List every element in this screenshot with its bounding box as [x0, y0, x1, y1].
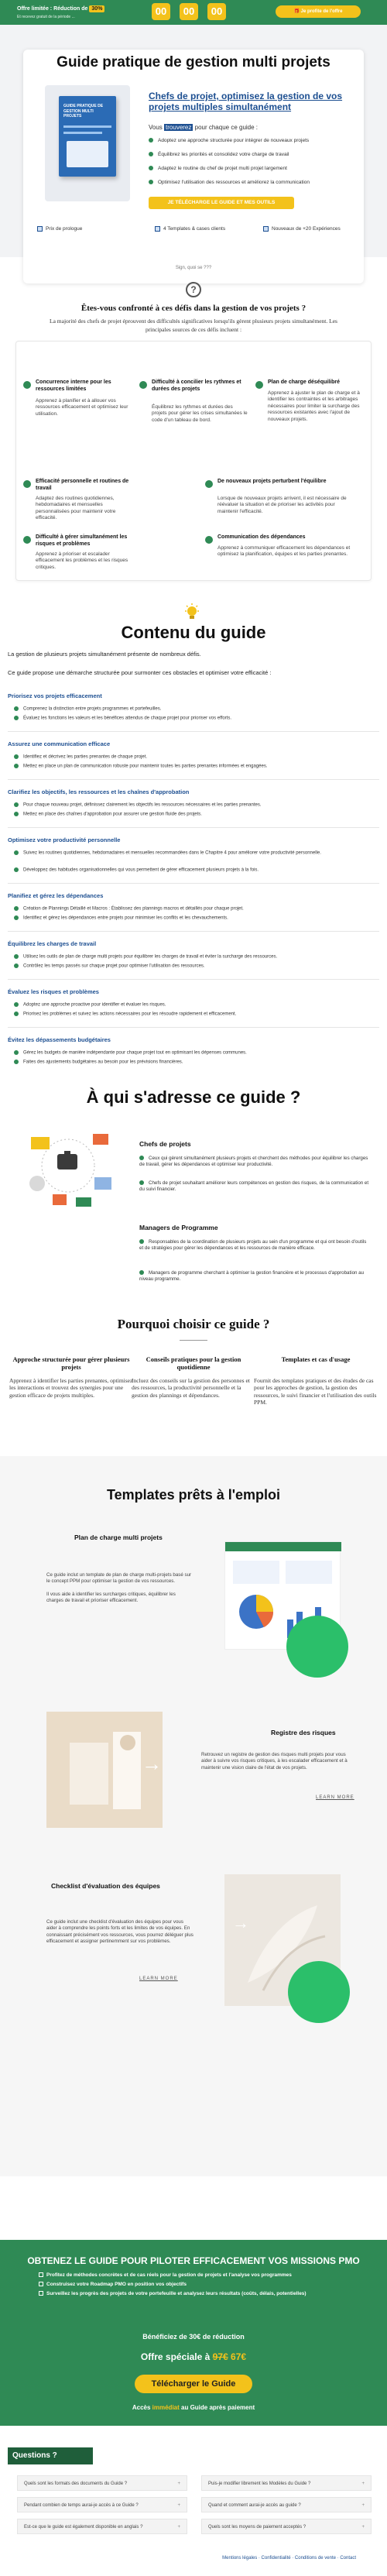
section-title: Évaluez les risques et problèmes [8, 988, 99, 995]
hero-bullet: Adoptez une approche structurée pour intégrer de nouveaux projets [149, 138, 358, 143]
faq-title: Questions ? [8, 2447, 93, 2464]
promo-bar [0, 0, 387, 25]
divider [8, 827, 379, 828]
check-icon [139, 1270, 144, 1275]
list-item: Contrôlez les temps passés sur chaque projet pour optimiser l'utilisation des ressources. [14, 963, 378, 969]
challenge-item: Efficacité personnelle et routines de travail Adaptez des routines quotidiennes, hebdomadaires et mensuelles personnalisées pour maintenir votre efficacité. [23, 479, 132, 525]
gift-icon: 🎁 [293, 9, 301, 14]
plus-icon: + [361, 2503, 365, 2508]
contents-title: Contenu du guide [121, 623, 266, 642]
divider [8, 779, 379, 780]
list-item: Identifiez et gérez les dépendances entre projets pour minimiser les conflits et les chevauchements. [14, 915, 378, 921]
divider [8, 979, 379, 980]
bullet-icon [14, 963, 19, 968]
bullet-icon [14, 1012, 19, 1016]
hero-intro: Vous trouverez pour chaque ce guide : [149, 124, 259, 131]
divider [8, 931, 379, 932]
old-price: 97€ [212, 2351, 228, 2362]
template-title: Registre des risques [271, 1729, 336, 1736]
new-price: 67€ [231, 2351, 247, 2362]
check-icon [149, 152, 153, 156]
faq-item[interactable]: Est-ce que le guide est également disponible en anglais ? + [17, 2519, 187, 2534]
hero-bullet: Équilibrez les priorités et consolidez votre charge de travail [149, 152, 358, 157]
audience-group-title: Chefs de projets [139, 1140, 191, 1148]
book-image: GUIDE PRATIQUE DE GESTION MULTI PROJETS [45, 85, 130, 201]
timer-hours: 00 [152, 3, 170, 20]
plus-icon: + [177, 2503, 180, 2508]
check-icon [139, 1156, 144, 1160]
plus-icon: + [177, 2525, 180, 2530]
list-item: Managers de programme cherchant à optimiser la gestion financière et le processus d'approbation au niveau programme. [139, 1270, 365, 1283]
check-circle-icon [23, 480, 31, 488]
decor-circle [288, 1961, 350, 2023]
checkbox-icon [39, 2282, 43, 2286]
list-item: Création de Plannings Détaillé et Macros : Établissez des plannings macros et détaillés pour chaque projet. [14, 906, 378, 912]
faq-item[interactable]: Quels sont les formats des documents du Guide ? + [17, 2475, 187, 2491]
bullet-icon [14, 1060, 19, 1064]
learn-more-link[interactable]: LEARN MORE [316, 1795, 354, 1800]
check-icon [139, 1239, 144, 1244]
question-icon: ? [186, 282, 201, 297]
check-circle-icon [205, 536, 213, 544]
list-item: Adoptez une approche proactive pour identifier et évaluer les risques. [14, 1002, 378, 1008]
cta-title: OBTENEZ LE GUIDE POUR PILOTER EFFICACEMENT VOS MISSIONS PMO [27, 2255, 360, 2266]
faq-item[interactable]: Quand et comment aurai-je accès au guide ? + [201, 2497, 372, 2512]
check-circle-icon [23, 536, 31, 544]
bullet-icon [14, 850, 19, 855]
check-icon [149, 180, 153, 184]
template-desc: Ce guide inclut une checklist d'évaluation des équipes pour vous aider à comprendre les points forts et les limites de vos équipes. En connaissant précisément vos ressources, vous pourrez déléguer plus efficacement et assigner pertinemment sur vos problèmes. [46, 1919, 194, 1945]
footer-link[interactable]: Mentions légales [222, 2556, 258, 2561]
list-item: Mettez en place un plan de communication robuste pour maintenir toutes les parties prenantes informées et engagées. [14, 764, 378, 769]
plus-icon: + [177, 2482, 180, 2486]
template-desc: Ce guide inclut un template de plan de charge multi-projets basé sur le concept PPM pour optimiser la gestion de vos ressources. Il vous aide à identifier les surcharges critiques, équilibrer les charges de travail et prioriser efficacement. [46, 1572, 192, 1604]
footer-link[interactable]: Conditions de vente [294, 2556, 336, 2561]
why-col-title: Conseils pratiques pour la gestion quotidienne [146, 1355, 241, 1372]
bullet-icon [14, 1002, 19, 1007]
faq-item[interactable]: Puis-je modifier librement les Modèles du Guide ? + [201, 2475, 372, 2491]
bullet-icon [14, 1050, 19, 1055]
audience-title: À qui s'adresse ce guide ? [86, 1087, 301, 1107]
list-item: Faites des ajustements budgétaires au besoin pour les prévisions financières. [14, 1060, 378, 1065]
divider [8, 1027, 379, 1028]
section-title: Priorisez vos projets efficacement [8, 692, 102, 699]
divider [180, 1340, 207, 1341]
cta-bullet: Construisez votre Roadmap PMO en position vos objectifs [39, 2282, 364, 2287]
price-line: Offre spéciale à 97€ 67€ [140, 2351, 247, 2362]
bullet-icon [14, 802, 19, 807]
decor-circle [286, 1616, 348, 1678]
learn-more-link[interactable]: LEARN MORE [139, 1977, 178, 1981]
discount-text: Bénéficiez de 30€ de réduction [142, 2333, 245, 2341]
section-title: Évitez les dépassements budgétaires [8, 1036, 111, 1043]
lightbulb-icon [183, 603, 201, 621]
list-item: Utilisez les outils de plan de charge multi projets pour équilibrer les charges de travail et éviter la surcharge des ressources. [14, 954, 378, 960]
check-circle-icon [23, 381, 31, 389]
list-item: Chefs de projet souhaitant améliorer leurs compétences en gestion des risques, de la communication et du suivi financier. [139, 1180, 369, 1193]
why-col-title: Approche structurée pour gérer plusieurs projets [12, 1355, 130, 1372]
footer-link[interactable]: Contact [340, 2556, 356, 2561]
hero-note: Sign, quoi se ??? [175, 266, 212, 270]
contents-p2: Ce guide propose une démarche structurée pour surmonter ces obstacles et optimiser votre efficacité : [8, 669, 272, 676]
check-circle-icon [139, 381, 147, 389]
bullet-icon [14, 915, 19, 920]
why-col-desc: Apprenez à identifier les parties prenantes, optimisez les interactions et trouvez des synergies pour une gestion efficace de projets multiples. [9, 1377, 133, 1399]
feature-item: 4 Templates & cases clients [155, 226, 225, 232]
faq-item[interactable]: Quels sont les moyens de paiement acceptés ? + [201, 2519, 372, 2534]
hero-bullet: Adaptez le routine du chef de projet multi projet largement [149, 166, 358, 171]
why-col-desc: Incluez des conseils sur la gestion des personnes et des ressources, la productivité personnelle et la gestion des plannings et dépendances. [132, 1377, 250, 1399]
bullet-icon [14, 706, 19, 711]
cta-bullet: Profitez de méthodes concrètes et de cas réels pour la gestion de projets et l'analyse vos programmes [39, 2272, 364, 2278]
challenge-item: Concurrence interne pour les ressources limitées Apprenez à planifier et à allouer vos ressources efficacement et optimisez leur utilisation. [23, 380, 132, 426]
list-item: Mettez en place des chaînes d'approbation pour assurer une gestion fluide des projets. [14, 812, 378, 817]
section-title: Optimisez votre productivité personnelle [8, 836, 121, 843]
divider [8, 883, 379, 884]
page-title: Guide pratique de gestion multi projets [57, 54, 330, 70]
arrow-right-icon: → [232, 1913, 249, 1932]
list-item: Suivez les routines quotidiennes, hebdomadaires et mensuelles recommandées dans le Chapitre 4 pour améliorer votre productivité personnelle. [14, 850, 378, 856]
check-icon [139, 1180, 144, 1185]
check-circle-icon [205, 480, 213, 488]
list-item: Responsables de la coordination de plusieurs projets au sein d'un programme et qui ont besoin d'outils et de stratégies pour gérer les dépendances et les ressources de manière efficace. [139, 1239, 367, 1252]
faq-item[interactable]: Pendant combien de temps aurai-je accès à ce Guide ? + [17, 2497, 187, 2512]
bullet-icon [14, 867, 19, 872]
check-icon [149, 166, 153, 170]
list-item: Gérez les budgets de manière indépendante pour chaque projet tout en optimisant les dépenses communes. [14, 1050, 378, 1056]
templates-title: Templates prêts à l'emploi [106, 1487, 280, 1503]
plus-icon: + [361, 2525, 365, 2530]
challenge-item: De nouveaux projets perturbent l'équilibre Lorsque de nouveaux projets arrivent, il est nécessaire de réévaluer la situation et de prioriser les activités pour maintenir l'efficacité. [205, 479, 352, 525]
timer-minutes: 00 [180, 3, 198, 20]
section-title: Assurez une communication efficace [8, 740, 111, 747]
cta-note: Accès immédiat au Guide après paiement [132, 2404, 255, 2411]
challenge-item: Difficulté à gérer simultanément les risques et problèmes Apprenez à prioriser et escalader efficacement les problèmes et les risques critiques. [23, 534, 132, 581]
bullet-icon [14, 906, 19, 911]
promo-cta-button[interactable]: 🎁 Je profite de l'offre [276, 5, 361, 18]
section-title: Équilibrez les charges de travail [8, 940, 97, 947]
bullet-icon [14, 764, 19, 768]
bullet-icon [14, 954, 19, 959]
check-circle-icon [255, 381, 263, 389]
download-guide-cta-button[interactable]: Télécharger le Guide [135, 2375, 252, 2393]
challenge-item: Communication des dépendances Apprenez à communiquer efficacement les dépendances et optimisez la planification, équipes et les parties prenantes. [205, 534, 352, 581]
list-item: Identifiez et décrivez les parties prenantes de chaque projet. [14, 754, 378, 760]
download-guide-button[interactable]: JE TÉLÉCHARGE LE GUIDE ET MES OUTILS [149, 197, 294, 209]
list-item: Développez des habitudes organisationnelles qui vous permettent de gérer efficacement plusieurs projets à la fois. [14, 867, 378, 873]
why-col-title: Templates et cas d'usage [281, 1355, 351, 1363]
promo-subtext: Et recevez gratuit de la période ... [17, 15, 75, 19]
challenges-intro: La majorité des chefs de projet éprouvent des difficultés significatives lorsqu'ils gèrent plusieurs projets simultanément. Les principales sources de ces défis incluent : [50, 318, 337, 333]
arrow-right-icon: → [142, 1752, 162, 1775]
checkbox-icon [39, 2272, 43, 2277]
list-item: Pour chaque nouveau projet, définissez clairement les objectifs les ressources nécessaires et les parties prenantes. [14, 802, 378, 808]
cta-bullet: Surveillez les progrès des projets de votre portefeuille et analysez leurs résultats (coûts, délais, potentielles) [39, 2291, 364, 2296]
check-icon [149, 138, 153, 143]
bullet-icon [14, 812, 19, 816]
audience-group-title: Managers de Programme [139, 1224, 218, 1231]
hero-subtitle: Chefs de projet, optimisez la gestion de vos projets multiples simultanément [149, 91, 343, 113]
why-col-desc: Fournit des templates pratiques et des études de cas pour les approches de gestion, la gestion des ressources, le suivi financier et l'utilisation des outils PPM. [254, 1377, 377, 1406]
timer-seconds: 00 [207, 3, 226, 20]
list-item: Comprenez la distinction entre projets programmes et portefeuilles. [14, 706, 378, 712]
why-title: Pourquoi choisir ce guide ? [117, 1317, 270, 1331]
feature-item: Nouveaux de +20 Expériences [263, 226, 341, 232]
challenge-item: Plan de charge déséquilibré Apprenez à ajuster le plan de charge et à identifier les contraintes et les arbitrages nécessaires pour limiter la surcharge des ressources existantes avec l'ajout de nouveaux projets. [255, 380, 364, 449]
office-illustration [22, 1123, 122, 1216]
plus-icon: + [361, 2482, 365, 2486]
challenges-title: Êtes-vous confronté à ces défis dans la gestion de vos projets ? [80, 304, 307, 313]
list-item: Évaluez les fonctions les valeurs et les bénéfices attendus de chaque projet pour prioriser vos efforts. [14, 716, 378, 721]
bullet-icon [14, 754, 19, 759]
list-item: Ceux qui gèrent simultanément plusieurs projets et cherchent des méthodes pour équilibrer les charges de travail, gérer les dépendances et optimiser leur productivité. [139, 1156, 368, 1168]
promo-offer: Offre limitée : Réduction de 30% [17, 5, 104, 12]
contents-p1: La gestion de plusieurs projets simultanément présente de nombreux défis. [8, 651, 201, 658]
section-title: Clarifiez les objectifs, les ressources et les chaînes d'approbation [8, 788, 190, 795]
challenge-item: Difficulté à concilier les rythmes et durées des projets Équilibrez les rythmes et durées des projets pour gérer les crises simultanées le code d'un tableau de bord. [139, 380, 248, 426]
divider [8, 731, 379, 732]
template-title: Plan de charge multi projets [74, 1534, 163, 1541]
footer-link[interactable]: Confidentialité [261, 2556, 291, 2561]
section-title: Planifiez et gérez les dépendances [8, 892, 104, 899]
experience-icon [263, 226, 269, 232]
hero-bullet: Optimisez l'utilisation des ressources et améliorez la communication [149, 180, 358, 185]
template-icon [155, 226, 160, 232]
template-desc: Retrouvez un registre de gestion des risques multi projets pour vous aider à suivre vos risques critiques, à les escalader efficacement et à maintenir une vision claire de l'état de vos projets. [201, 1752, 348, 1771]
price-icon [37, 226, 43, 232]
footer-links: Mentions légales · Confidentialité · Conditions de vente · Contact [222, 2556, 356, 2561]
template-title: Checklist d'évaluation des équipes [51, 1882, 160, 1890]
bullet-icon [14, 716, 19, 720]
feature-item: Prix de prologue [37, 226, 82, 232]
list-item: Priorisez les problèmes et suivez les actions nécessaires pour les résoudre rapidement et efficacement. [14, 1012, 378, 1017]
checkbox-icon [39, 2291, 43, 2296]
